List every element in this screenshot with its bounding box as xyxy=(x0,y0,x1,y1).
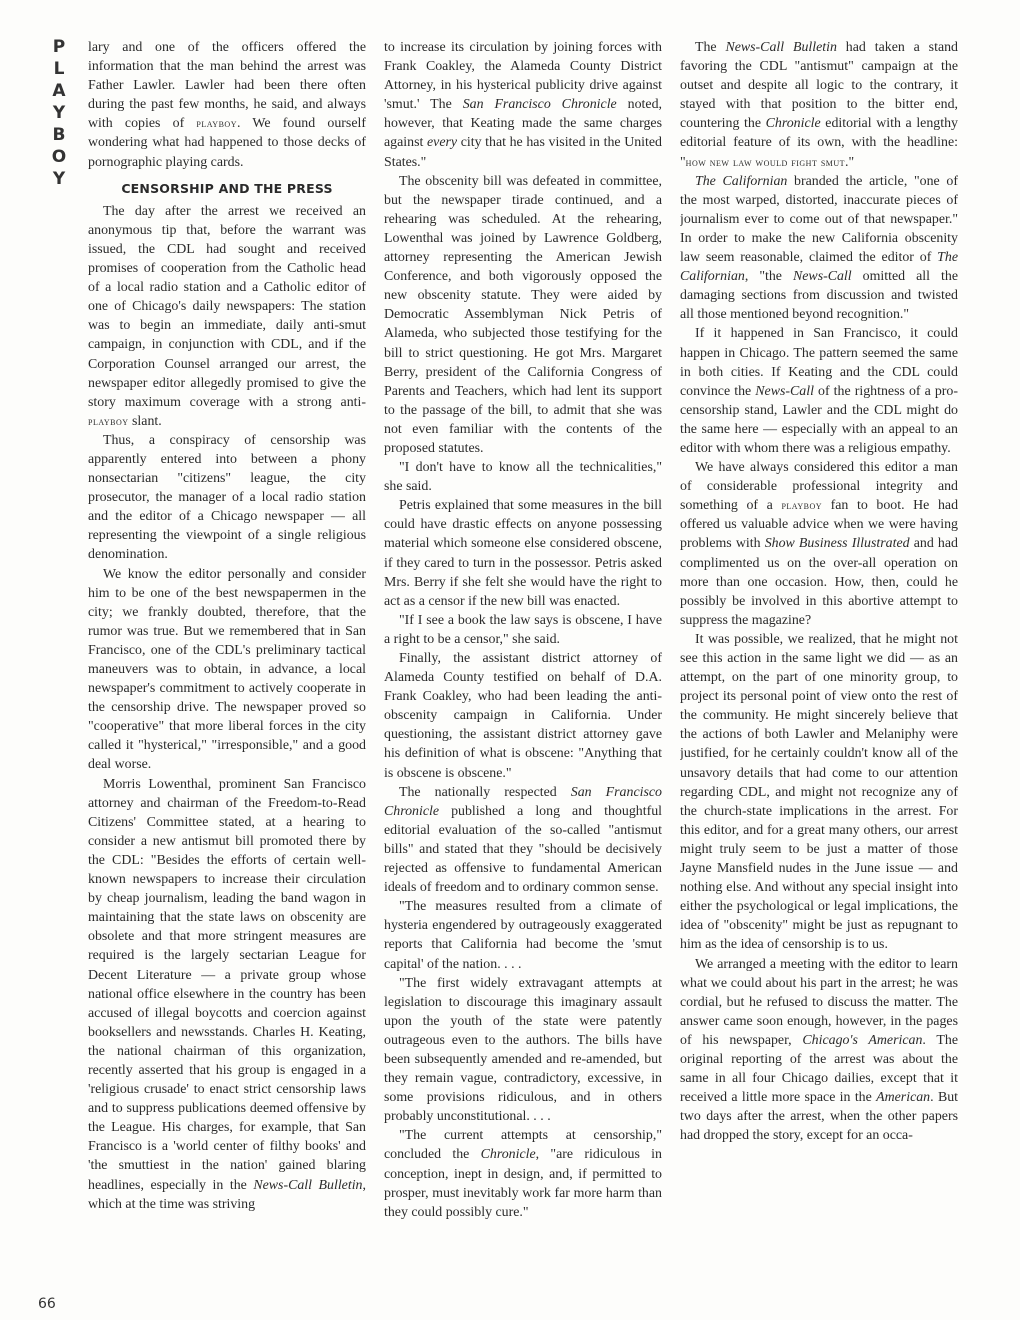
masthead-letter: B xyxy=(52,125,66,145)
small-caps-text: playboy xyxy=(88,413,129,428)
italic-text: News-Call Bulletin xyxy=(725,40,837,55)
paragraph: "If I see a book the law says is obscene, I have a right to be a censor," she said. xyxy=(384,612,662,647)
italic-text: San Francisco Chronicle xyxy=(384,784,662,819)
small-caps-text: playboy xyxy=(196,116,237,131)
italic-text: Chronicle xyxy=(480,1147,536,1163)
paragraph: If it happened in San Francisco, it could happen in Chicago. The pattern seemed the same in both cities. If Keating and the CDL could convince the News-Call of the rightness of a pro-censorship stand, Lawler and the CDL might do the same here — especially with an appeal to an editor with whom there was a religious empathy. xyxy=(680,326,958,456)
paragraph: lary and one of the officers offered the information that the man behind the arrest was Father Lawler. Lawler had been there often during the past few months, he said, and always with copies of playboy. We found ourself wondering what had happened to those decks of pornographic playing cards. xyxy=(88,40,366,170)
paragraph: to increase its circulation by joining forces with Frank Coakley, the Alameda County District Attorney, in his hysterical publicity drive against 'smut.' The San Francisco Chronicle noted, however, that Keating made the same charges against every city that he has visited in the United States." xyxy=(384,40,662,170)
italic-text: The Californian xyxy=(680,250,958,285)
italic-text: News-Call Bulletin xyxy=(253,1177,363,1193)
paragraph: The day after the arrest we received an anonymous tip that, before the warrant was issued, the CDL had sought and received promises of cooperation from the Catholic head of a local radio station and a Catholic editor of one of Chicago's daily newspapers: The station was to begin an immediate, daily anti-smut campaign, in conjunction with CDL, and if the Corporation Counsel arranged our arrest, the newspaper editor allegedly promised to give the story maximum coverage with a strong anti-playboy slant. xyxy=(88,203,366,429)
paragraph: The News-Call Bulletin had taken a stand favoring the CDL "antismut" campaign at the outset and despite all logic to the contrary, it stayed with that position to the bitter end, countering the Chronicle editorial with a lengthy editorial feature of its own, with the headline: "how new law would fight smut." xyxy=(680,40,958,170)
masthead-letter: O xyxy=(51,147,67,167)
section-heading: CENSORSHIP AND THE PRESS xyxy=(121,180,333,196)
paragraph: The Californian branded the article, "one of the most warped, distorted, inaccurate pieces of journalism ever to come out of that newspaper." In order to make the new California obscenity law seem reasonable, claimed the editor of The Californian, "the News-Call omitted all the damaging sections from discussion and twisted all those mentioned beyond recognition." xyxy=(680,173,958,323)
masthead-playboy xyxy=(44,36,74,190)
paragraph: "I don't have to know all the technicalities," she said. xyxy=(384,460,662,495)
paragraph: Finally, the assistant district attorney of Alameda County testified on behalf of D.A. Frank Coakley, who had been leading the anti-obscenity campaign in California. Under questioning, the assistant district attorney gave his definition of what is obscene: "Anything that is obscene is obscene." xyxy=(384,651,662,781)
italic-text: Show Business Illustrated xyxy=(764,536,910,552)
italic-text: San Francisco Chronicle xyxy=(462,97,617,113)
italic-text: every xyxy=(426,135,458,151)
small-caps-text: playboy xyxy=(781,498,822,513)
masthead-letter: A xyxy=(52,81,66,101)
paragraph: The obscenity bill was defeated in committee, but the newspaper tirade continued, and a rehearing was scheduled. At the rehearing, Lowenthal was joined by Lawrence Goldberg, attorney representing the American Jewish Conference, and both vigorously opposed the new obscenity statute. They were aided by Democratic Assemblyman Nick Petris of Alameda, who subjected those testifying for the bill to strict questioning. He got Mrs. Margaret Berry, president of the California Congress of Parents and Teachers, which had lent its support to the passage of the bill, to admit that she was not even familiar with the contents of the proposed statutes. xyxy=(384,173,662,456)
italic-text: Chronicle xyxy=(765,116,821,132)
paragraph: "The first widely extravagant attempts at legislation to discourage this imaginary assault upon the youth of the state were patently outrageous even to the authors. The bills have been subsequently amended and re-amended, but they remain vague, contradictory, excessive, in some provisions ridiculous, and in others probably unconstitutional. . . . xyxy=(384,975,662,1125)
paragraph: We know the editor personally and consider him to be one of the best newspapermen in the city; we frankly doubted, therefore, that the rumor was true. But we remembered that in San Francisco, one of the CDL's preliminary tactical maneuvers was to obtain, in advance, a local newspaper's commitment to actively cooperate in the censorship drive. The newspaper proved so "cooperative" that more liberal forces in the city called it "hysterical," "irresponsible," and a good deal worse. xyxy=(88,566,366,773)
italic-text: The Californian xyxy=(695,173,788,189)
paragraph: The nationally respected San Francisco Chronicle published a long and thoughtful editorial evaluation of the so-called "antismut bills" and stated that they "should be decisively rejected as offensive to fundamental American ideals of freedom and to ordinary common sense. xyxy=(384,784,662,896)
italic-text: Chicago's American xyxy=(802,1032,923,1048)
italic-text: American xyxy=(876,1090,931,1106)
paragraph: Morris Lowenthal, prominent San Francisco attorney and chairman of the Freedom-to-Read Citizens' Committee stated, at a hearing to consider a new antismut bill promoted there by the CDL: "Besides the efforts of certain well-known newspapers to increase their circulation by cheap journalism, leading the band wagon in maintaining that the state laws on obscenity are obsolete and that more stringent measures are required is the largely sectarian League for Decent Literature — a private group whose national office elsewhere in the country has been accused of illegal boycotts and coercion against booksellers and newsstands. Charles H. Keating, the national chairman of this organization, recently asserted that his group is engaged in a 'religious crusade' to enact strict censorship laws and to suppress publications deemed offensive by the League. His charges, for example, that San Francisco is a 'world center of filthy books' and 'the smuttiest in the nation' gained blaring headlines, especially in the News-Call Bulletin, which at the time was striving xyxy=(88,776,366,1212)
text-column-2 xyxy=(384,38,662,1308)
masthead-letter: L xyxy=(53,59,65,79)
page-number: 66 xyxy=(38,1296,56,1312)
masthead-letter: P xyxy=(52,37,66,57)
italic-text: News-Call xyxy=(793,269,852,285)
paragraph: Thus, a conspiracy of censorship was apparently entered into between a phony nonsectarian "citizens" league, the city prosecutor, the manager of a local radio station and the editor of a Chicago newspaper — all representing the viewpoint of a single religious denomination. xyxy=(88,432,366,563)
text-column-1 xyxy=(88,38,366,1308)
masthead-letter: Y xyxy=(52,103,66,123)
paragraph: We have always considered this editor a man of considerable professional integrity and something of a playboy fan to boot. He had offered us valuable advice when we were having problems with Show Business Illustrated and had complimented us on the over-all operation on more than one occasion. How, then, could he possibly be involved in this abortive attempt to suppress the magazine? xyxy=(680,460,958,628)
small-caps-text: how new law would fight smut xyxy=(685,154,846,169)
italic-text: News-Call xyxy=(755,383,814,399)
paragraph: "The measures resulted from a climate of hysteria engendered by outrageously exaggerated reports that California had become the 'smut capital' of the nation. . . . xyxy=(384,899,662,972)
masthead-letter: Y xyxy=(52,169,66,189)
text-column-3 xyxy=(680,38,958,1308)
paragraph: We arranged a meeting with the editor to learn what we could about his part in the arrest; he was cordial, but he refused to discuss the matter. The answer came soon enough, however, in the pages of his newspaper, Chicago's American. The original reporting of the arrest was about the same in all four Chicago dailies, except that it received a little more space in the American. But two days after the arrest, when the other papers had dropped the story, except for an occa- xyxy=(680,956,958,1144)
paragraph: It was possible, we realized, that he might not see this action in the same light we did — as an attempt, on the part of one minority group, to project its personal point of view onto the rest of the community. He might sincerely believe that the actions of both Lawler and Melaniphy were justified, for he certainly couldn't know all of the unsavory details that had come to our attention regarding CDL, and might not recognize any of the church-state implications in the arrest. For this editor, and for a great many others, our arrest might truly seem to be just a matter of those Jayne Mansfield nudes in the June issue — and nothing else. And without any special insight into either the psychological or legal implications, the idea of "obscenity" might be just as repugnant to him as the idea of censorship is to us. xyxy=(680,631,958,953)
paragraph: Petris explained that some measures in the bill could have drastic effects on anyone possessing material which someone else considered obscene, if they cared to turn in the possessor. Petris asked Mrs. Berry if she felt she would have the right to act as a censor if the new bill was enacted. xyxy=(384,498,662,609)
paragraph: "The current attempts at censorship," concluded the Chronicle, "are ridiculous in conception, inept in design, and, if permitted to prosper, must inevitably work far more harm than they could possibly cure." xyxy=(384,1128,662,1220)
